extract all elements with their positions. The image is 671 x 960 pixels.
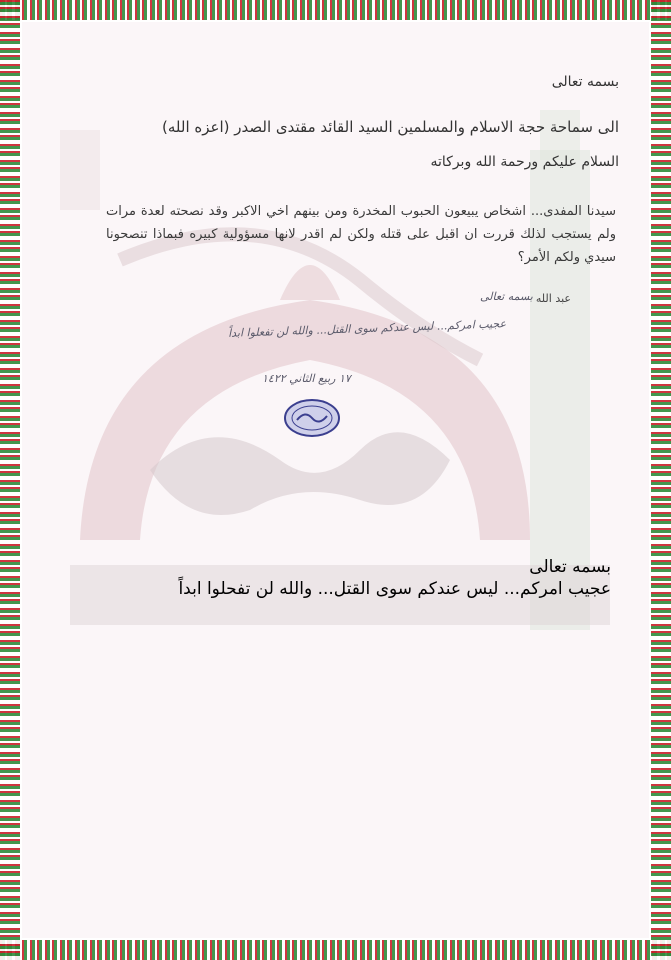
transcription-line-2: عجيب امركم... ليس عندكم سوى القتل... والله لن تفحلوا ابداً (178, 579, 611, 599)
handwritten-date: ١٧ ربيع الثاني ١٤٢٢ (262, 372, 351, 385)
handwritten-header: بسمه تعالى (480, 290, 533, 303)
letter-basmala: بسمه تعالى (551, 74, 619, 90)
decorative-border-top (0, 0, 671, 20)
letter-addressee: الى سماحة حجة الاسلام والمسلمين السيد القائد مقتدى الصدر (اعزه الله) (162, 118, 619, 136)
transcription-line-1: بسمه تعالى (529, 557, 611, 577)
handwritten-reply: عجيب امركم... ليس عندكم سوى القتل... والله لن تفعلوا ابداً (227, 317, 507, 340)
decorative-border-right (651, 0, 671, 960)
decorative-border-left (0, 0, 20, 960)
letter-body: سيدنا المفدى... اشخاص يبيعون الحبوب المخدرة ومن بينهم اخي الاكبر وقد نصحته لعدة مرات ولم يستجب لذلك قررت ان اقبل على قتله ولكن لم اقدر لانها مسؤولية كبيره فبماذا تنصحونا سيدي ولكم الأمر؟ (106, 204, 616, 265)
letter-greeting: السلام عليكم ورحمة الله وبركاته (430, 154, 619, 170)
seal-stamp (283, 398, 341, 438)
letter-signature: عبد الله (535, 292, 571, 305)
transcription-block (178, 556, 611, 600)
decorative-border-bottom (0, 940, 671, 960)
